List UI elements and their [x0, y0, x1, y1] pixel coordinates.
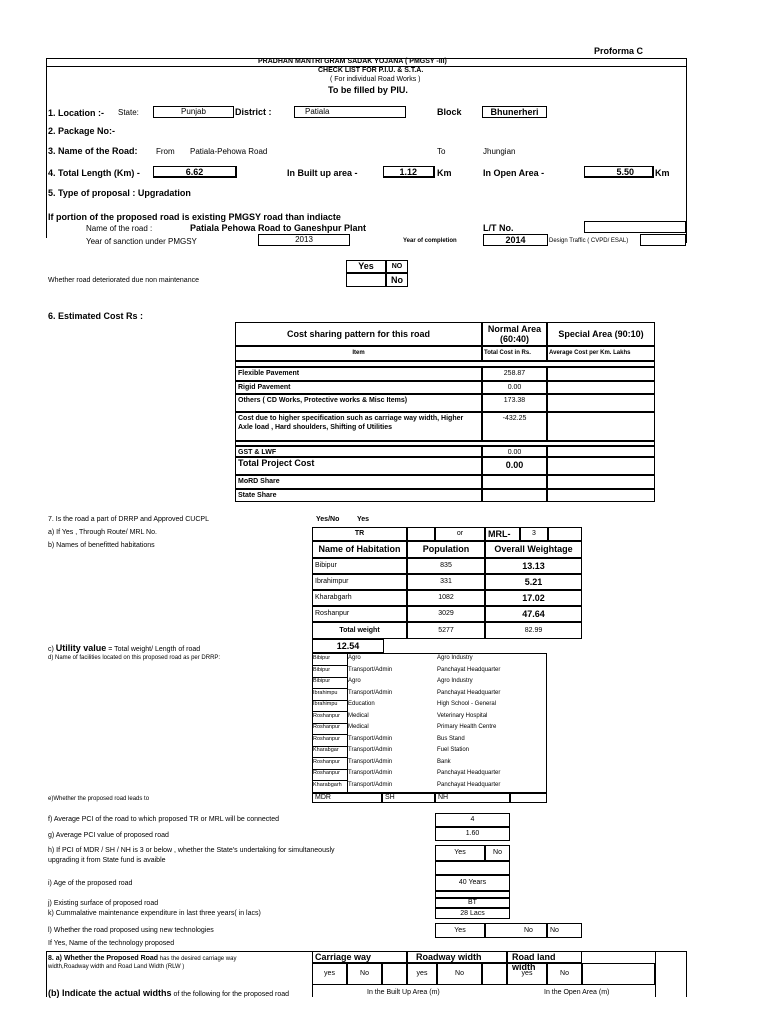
deteriorated-answer: No — [386, 273, 408, 287]
avg-cost-value — [547, 475, 655, 489]
avg-cost-value — [547, 446, 655, 457]
facility-habitation: Roshanpur — [313, 770, 340, 776]
total-population: 5277 — [407, 622, 485, 639]
existing-road-name-label: Name of the road : — [86, 224, 153, 233]
proforma-label: Proforma C — [594, 46, 644, 56]
facility-name: Agro Industry — [437, 678, 473, 684]
weightage-head: Overall Weightage — [485, 541, 582, 558]
builtup-length-label: In Built up area - — [287, 168, 358, 178]
surface-value: BT — [435, 898, 510, 908]
pci-connected-value: 4 — [435, 813, 510, 827]
maintenance-value: 28 Lacs — [435, 908, 510, 919]
roadland-no: No — [547, 963, 582, 985]
cost-item: State Share — [235, 489, 482, 502]
facility-name: Panchayat Headquarter — [437, 689, 501, 696]
state-value: Punjab — [153, 106, 234, 118]
deteriorated-yes-head: Yes — [346, 260, 386, 273]
sh-cell: SH — [382, 793, 435, 803]
habitations-question: b) Names of benefitted habitations — [48, 542, 155, 549]
filled-by-label: To be filled by PIU. — [328, 85, 408, 95]
nh-cell: NH — [435, 793, 510, 803]
new-tech-question: l) Whether the road proposed using new technologies — [48, 927, 214, 934]
district-value: Patiala — [294, 106, 406, 118]
block-label: Block — [437, 107, 462, 117]
frame-line — [655, 951, 656, 997]
cost-item: Others ( CD Works, Protective works & Misc Items) — [235, 394, 482, 412]
facility-type: Agro — [348, 655, 361, 661]
roadland-head: Road land width — [507, 951, 582, 963]
builtup-length-value: 1.12 — [383, 166, 435, 178]
facility-name: Bank — [437, 758, 451, 765]
roadway-no: No — [437, 963, 482, 985]
cost-value: 0.00 — [482, 457, 547, 475]
facility-name: Bus Stand — [437, 735, 465, 742]
frame-left — [46, 58, 47, 238]
blank-cell — [435, 891, 510, 898]
cost-value: -432.25 — [482, 412, 547, 441]
utility-value: 12.54 — [312, 639, 384, 653]
km-unit: Km — [437, 168, 452, 178]
open-length-value: 5.50 — [584, 166, 654, 178]
item-head: Item — [235, 346, 482, 361]
blank-cell — [510, 793, 547, 803]
road-age-question: i) Age of the proposed road — [48, 880, 133, 887]
avg-cost-head: Average Cost per Km. Lakhs — [547, 346, 655, 361]
scheme-title: PRADHAN MANTRI GRAM SADAK YOJANA ( PMGSY -III) — [258, 58, 447, 65]
facility-name: Veterinary Hospital — [437, 712, 488, 719]
facility-type: Medical — [348, 724, 369, 730]
deteriorated-question: Whether road deteriorated due non maintenance — [48, 277, 199, 284]
habitation-name-head: Name of Habitation — [312, 541, 407, 558]
mrl-cell: MRL- — [485, 527, 520, 541]
checklist-subtitle: ( For individual Road Works ) — [330, 76, 421, 83]
cost-value: 173.38 — [482, 394, 547, 412]
cost-value — [482, 489, 547, 502]
frame-line — [312, 985, 313, 997]
completion-year-value: 2014 — [483, 234, 548, 246]
total-weight-label: Total weight — [312, 622, 407, 639]
road-to-label: To — [437, 147, 446, 156]
facility-name: Fuel Station — [437, 747, 470, 753]
blank-cell — [482, 963, 507, 985]
open-width-head: In the Open Area (m) — [544, 989, 610, 996]
normal-area-head: Normal Area (60:40) — [482, 322, 547, 346]
cost-value: 0.00 — [482, 446, 547, 457]
estimated-cost-label: 6. Estimated Cost Rs : — [48, 311, 144, 321]
facility-habitation: Kharabgar — [313, 747, 339, 753]
utility-question: c) Utility value = Total weight/ Length of road — [48, 643, 201, 653]
habitation-population: 835 — [407, 558, 485, 574]
new-tech-answer: No — [547, 923, 582, 938]
facility-name: High School - General — [437, 701, 497, 707]
habitation-name: Ibrahimpur — [312, 574, 407, 590]
existing-pmgsy-label: If portion of the proposed road is existing PMGSY road than indiacte — [48, 212, 341, 222]
design-traffic-value — [640, 234, 686, 246]
leads-to-question: e)Whether the proposed road leads to — [48, 796, 150, 802]
proposal-type-label: 5. Type of proposal : Upgradation — [48, 188, 191, 198]
km-unit: Km — [655, 168, 670, 178]
roadland-yes: yes — [507, 963, 547, 985]
state-undertaking-yes: Yes — [435, 845, 485, 861]
habitation-weightage: 17.02 — [485, 590, 582, 606]
facility-type: Education — [348, 701, 375, 707]
habitation-weightage: 13.13 — [485, 558, 582, 574]
spacer-row — [235, 441, 655, 446]
facility-habitation: Roshanpur — [313, 712, 340, 719]
facilities-question: d) Name of facilities located on this proposed road as per DRRP: — [48, 655, 221, 661]
technology-name-question: If Yes, Name of the technology proposed — [48, 940, 175, 947]
cost-value — [482, 475, 547, 489]
package-label: 2. Package No:- — [48, 126, 116, 136]
roadway-head: Roadway width — [407, 951, 507, 963]
facility-type: Transport/Admin — [348, 666, 393, 673]
actual-widths-question: (b) Indicate the actual widths of the following for the proposed road — [48, 988, 290, 998]
deteriorated-yes-cell — [346, 273, 386, 287]
or-cell: or — [435, 527, 485, 541]
existing-road-name-value: Patiala Pehowa Road to Ganeshpur Plant — [190, 223, 367, 233]
habitation-population: 331 — [407, 574, 485, 590]
carriageway-yes: yes — [312, 963, 347, 985]
roadway-yes: yes — [407, 963, 437, 985]
widths-question-line2: width,Roadway width and Road Land Width (RLW ) — [48, 964, 185, 970]
frame-right — [686, 951, 687, 997]
col-line — [347, 653, 348, 793]
state-undertaking-question: h) If PCI of MDR / SH / NH is 3 or below , whether the State's undertaking for simultaneously — [48, 847, 335, 854]
drrp-yesno-value: Yes — [357, 516, 370, 523]
facility-name: Panchayat Headquarter — [437, 770, 501, 776]
spacer-row — [235, 361, 655, 367]
new-tech-no: No — [485, 923, 547, 938]
mdr-cell: MDR — [312, 793, 382, 803]
cost-item: GST & LWF — [235, 446, 482, 457]
total-length-label: 4. Total Length (Km) - — [48, 168, 140, 178]
tr-cell: TR — [312, 527, 407, 541]
avg-cost-value — [547, 367, 655, 381]
widths-question: 8. a) Whether the Proposed Road has the desired carriage way — [48, 955, 237, 962]
location-label: 1. Location :- — [48, 108, 104, 118]
avg-cost-value — [547, 489, 655, 502]
facility-habitation: Bibipur — [313, 666, 331, 673]
habitation-weightage: 47.64 — [485, 606, 582, 622]
cost-item: Flexible Pavement — [235, 367, 482, 381]
lt-no-value — [584, 221, 686, 233]
facility-name: Panchayat Headquarter — [437, 781, 501, 788]
facility-type: Agro — [348, 678, 361, 684]
avg-cost-value — [547, 412, 655, 441]
cost-item: MoRD Share — [235, 475, 482, 489]
cost-value: 258.87 — [482, 367, 547, 381]
road-to-value: Jhungian — [483, 147, 516, 156]
habitation-population: 1082 — [407, 590, 485, 606]
habitation-name: Roshanpur — [312, 606, 407, 622]
sanction-year-label: Year of sanction under PMGSY — [86, 237, 197, 246]
state-undertaking-no: No — [485, 845, 510, 861]
blank-cell — [548, 527, 582, 541]
drrp-yesno-label: Yes/No — [316, 516, 340, 523]
state-undertaking-question-line2: upgrading it from State fund is avaible — [48, 857, 166, 864]
carriageway-no: No — [347, 963, 382, 985]
facility-type: Transport/Admin — [348, 770, 393, 776]
checklist-title: CHECK LIST FOR P.I.U. & S.T.A. — [318, 67, 424, 74]
facility-type: Medical — [348, 712, 369, 719]
lt-no-label: L/T No. — [483, 223, 514, 233]
total-cost-head: Total Cost in Rs. — [482, 346, 547, 361]
facility-name: Primary Health Centre — [437, 724, 497, 730]
tr-number-cell — [407, 527, 435, 541]
facility-name: Agro Industry — [437, 655, 473, 661]
pci-proposed-question: g) Average PCI value of proposed road — [48, 832, 169, 839]
facility-name: Panchayat Headquarter — [437, 666, 501, 673]
deteriorated-no-head: NO — [386, 260, 408, 273]
facility-habitation: Roshanpur — [313, 758, 340, 765]
pci-connected-question: f) Average PCI of the road to which proposed TR or MRL will be connected — [48, 816, 279, 823]
blank-cell — [382, 963, 407, 985]
carriageway-head: Carriage way — [312, 951, 407, 963]
habitation-name: Bibipur — [312, 558, 407, 574]
drrp-question: 7. Is the road a part of DRRP and Approved CUCPL — [48, 516, 209, 523]
cost-value: 0.00 — [482, 381, 547, 394]
sanction-year-value: 2013 — [258, 234, 350, 246]
facility-type: Transport/Admin — [348, 758, 393, 765]
facility-habitation: Roshanpur — [313, 724, 340, 730]
block-value: Bhunerheri — [482, 106, 547, 118]
facility-type: Transport/Admin — [348, 689, 393, 696]
facility-habitation: Bibipur — [313, 678, 331, 684]
cost-item: Cost due to higher specification such as carriage way width, Higher Axle load , Hard shoulders, Shifting of Utilities — [235, 412, 482, 441]
pci-proposed-value: 1.60 — [435, 827, 510, 841]
avg-cost-value — [547, 394, 655, 412]
builtup-width-head: In the Built Up Area (m) — [367, 989, 440, 996]
mrl-number-cell: 3 — [520, 527, 548, 541]
maintenance-question: k) Cummalative maintenance expenditure in last three years( in lacs) — [48, 910, 261, 917]
habitation-name: Kharabgarh — [312, 590, 407, 606]
completion-year-label: Year of completion — [403, 238, 457, 244]
route-question: a) If Yes , Through Route/ MRL No. — [48, 529, 157, 536]
surface-question: j) Existing surface of proposed road — [48, 900, 159, 907]
open-length-label: In Open Area - — [483, 168, 545, 178]
new-tech-yes: Yes — [435, 923, 485, 938]
district-label: District : — [235, 107, 272, 117]
cost-item: Total Project Cost — [235, 457, 482, 475]
habitation-population: 3029 — [407, 606, 485, 622]
road-age-value: 40 Years — [435, 875, 510, 891]
cost-item: Rigid Pavement — [235, 381, 482, 394]
facility-type: Transport/Admin — [348, 735, 393, 742]
facility-type: Transport/Admin — [348, 747, 393, 753]
avg-cost-value — [547, 457, 655, 475]
road-name-label: 3. Name of the Road: — [48, 146, 138, 156]
total-weightage: 82.99 — [485, 622, 582, 639]
cost-pattern-head: Cost sharing pattern for this road — [235, 322, 482, 346]
facility-habitation: Ibrahimpu — [313, 701, 338, 707]
frame-left — [46, 951, 47, 997]
facility-habitation: Roshanpur — [313, 735, 340, 742]
design-traffic-label: Design Traffic ( CVPD/ ESAL) — [549, 238, 629, 244]
habitation-weightage: 5.21 — [485, 574, 582, 590]
facility-habitation: Ibrahimpu — [313, 689, 338, 696]
blank-cell — [435, 861, 510, 875]
facility-type: Transport/Admin — [348, 781, 393, 788]
state-label: State: — [118, 108, 139, 117]
population-head: Population — [407, 541, 485, 558]
facility-habitation: Bibipur — [313, 655, 331, 661]
road-from-value: Patiala-Pehowa Road — [190, 147, 268, 156]
frame-right — [686, 58, 687, 243]
total-length-value: 6.62 — [153, 166, 237, 178]
road-from-label: From — [156, 147, 175, 156]
facility-habitation: Kharabgarh — [313, 781, 342, 788]
avg-cost-value — [547, 381, 655, 394]
blank-cell — [582, 963, 655, 985]
special-area-head: Special Area (90:10) — [547, 322, 655, 346]
